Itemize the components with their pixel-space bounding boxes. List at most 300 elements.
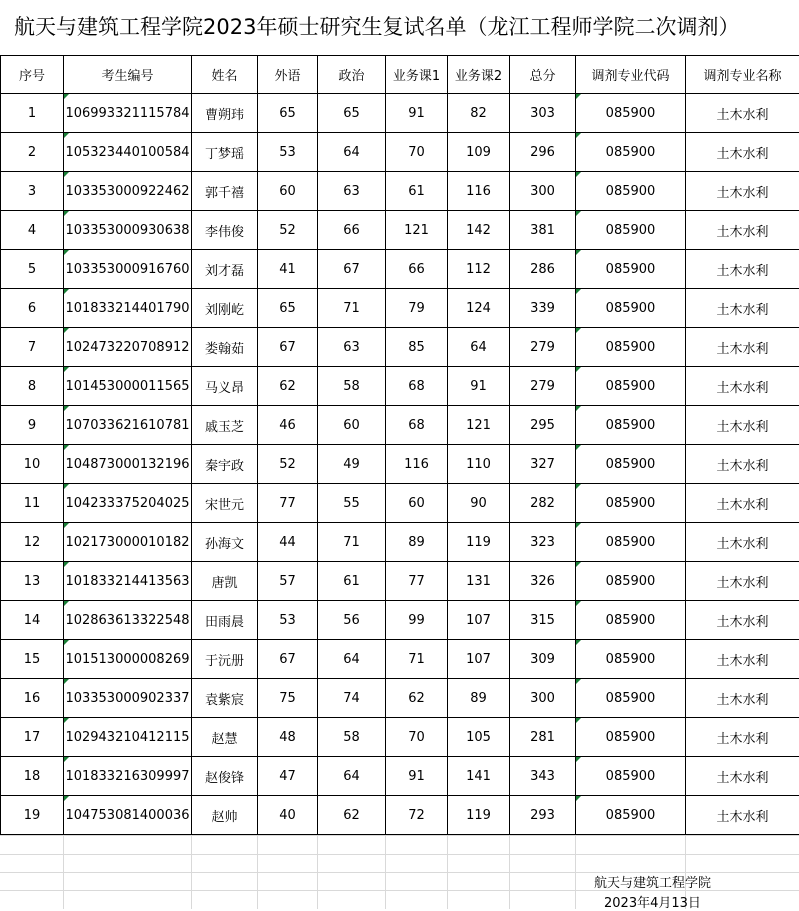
column-header: 序号 [1, 56, 64, 94]
table-cell [64, 718, 192, 757]
table-row [1, 601, 799, 640]
cell-value: 327 [530, 457, 555, 472]
cell-value: 刘才磊 [205, 264, 244, 279]
table-cell [1, 211, 64, 250]
cell-value: 91 [408, 106, 425, 121]
table-cell [686, 172, 799, 211]
table-cell [318, 640, 386, 679]
table-cell [386, 640, 448, 679]
table-row [1, 94, 799, 133]
table-cell [192, 289, 258, 328]
page-title: 航天与建筑工程学院2023年硕士研究生复试名单（龙江工程师学院二次调剂） [0, 0, 799, 55]
table-cell [510, 445, 576, 484]
table-cell [510, 289, 576, 328]
candidate-table [0, 55, 799, 835]
cell-value: 60 [343, 418, 360, 433]
cell-value: 286 [530, 262, 555, 277]
cell-value: 15 [24, 652, 41, 667]
table-row [1, 562, 799, 601]
table-cell [448, 523, 510, 562]
table-cell [448, 367, 510, 406]
cell-value: 72 [408, 808, 425, 823]
cell-value: 309 [530, 652, 555, 667]
cell-value: 116 [404, 457, 429, 472]
table-cell [318, 328, 386, 367]
table-cell [318, 94, 386, 133]
table-cell [318, 601, 386, 640]
text-number-marker-icon [64, 211, 69, 216]
text-number-marker-icon [64, 328, 69, 333]
table-cell [576, 172, 686, 211]
table-cell [686, 640, 799, 679]
cell-value: 46 [279, 418, 296, 433]
cell-value: 44 [279, 535, 296, 550]
table-cell [192, 445, 258, 484]
table-cell [576, 250, 686, 289]
cell-value: 戚玉芝 [205, 420, 244, 435]
text-number-marker-icon [576, 94, 581, 99]
cell-value: 于沅册 [205, 654, 244, 669]
cell-value: 343 [530, 769, 555, 784]
table-cell [64, 94, 192, 133]
signature-institution: 航天与建筑工程学院 [594, 872, 711, 891]
table-cell [576, 94, 686, 133]
cell-value: 085900 [606, 340, 656, 355]
table-cell [576, 640, 686, 679]
table-cell [686, 523, 799, 562]
cell-value: 1 [28, 106, 36, 121]
table-cell [64, 796, 192, 835]
table-cell [192, 211, 258, 250]
signature-date: 2023年4月13日 [604, 892, 701, 911]
cell-value: 104753081400036 [65, 808, 189, 823]
table-row [1, 718, 799, 757]
text-number-marker-icon [64, 718, 69, 723]
cell-value: 102943210412115 [65, 730, 189, 745]
cell-value: 085900 [606, 418, 656, 433]
table-cell [318, 406, 386, 445]
table-cell [576, 562, 686, 601]
cell-value: 马义昂 [205, 381, 244, 396]
table-cell [686, 133, 799, 172]
table-cell [448, 718, 510, 757]
cell-value: 秦宇政 [205, 459, 244, 474]
cell-value: 9 [28, 418, 36, 433]
cell-value: 107 [466, 652, 491, 667]
table-cell [192, 601, 258, 640]
table-cell [258, 172, 318, 211]
table-cell [386, 757, 448, 796]
cell-value: 68 [408, 418, 425, 433]
table-cell [192, 640, 258, 679]
table-cell [258, 406, 318, 445]
table-cell [576, 367, 686, 406]
table-cell [258, 445, 318, 484]
table-cell [576, 133, 686, 172]
cell-value: 宋世元 [205, 498, 244, 513]
text-number-marker-icon [64, 406, 69, 411]
text-number-marker-icon [64, 523, 69, 528]
table-cell [192, 406, 258, 445]
table-cell [258, 328, 318, 367]
text-number-marker-icon [64, 172, 69, 177]
cell-value: 土木水利 [716, 576, 768, 591]
cell-value: 89 [408, 535, 425, 550]
table-cell [448, 757, 510, 796]
text-number-marker-icon [576, 250, 581, 255]
cell-value: 101833216309997 [65, 769, 189, 784]
cell-value: 107033621610781 [65, 418, 189, 433]
cell-value: 袁紫宸 [205, 693, 244, 708]
table-cell [386, 250, 448, 289]
table-cell [1, 328, 64, 367]
table-cell [1, 484, 64, 523]
cell-value: 赵慧 [211, 732, 237, 747]
text-number-marker-icon [64, 94, 69, 99]
cell-value: 102173000010182 [65, 535, 189, 550]
table-cell [192, 484, 258, 523]
cell-value: 田雨晨 [205, 615, 244, 630]
table-cell [386, 406, 448, 445]
cell-value: 19 [24, 808, 41, 823]
cell-value: 土木水利 [716, 420, 768, 435]
cell-value: 74 [343, 691, 360, 706]
cell-value: 58 [343, 379, 360, 394]
table-cell [258, 757, 318, 796]
cell-value: 103353000930638 [65, 223, 189, 238]
table-cell [686, 328, 799, 367]
table-cell [386, 679, 448, 718]
cell-value: 107 [466, 613, 491, 628]
table-row [1, 640, 799, 679]
table-row [1, 484, 799, 523]
table-cell [510, 562, 576, 601]
cell-value: 13 [24, 574, 41, 589]
table-row [1, 211, 799, 250]
table-cell [686, 289, 799, 328]
text-number-marker-icon [64, 757, 69, 762]
table-cell [1, 445, 64, 484]
table-row [1, 406, 799, 445]
table-cell [1, 679, 64, 718]
table-cell [192, 679, 258, 718]
cell-value: 105323440100584 [65, 145, 189, 160]
cell-value: 119 [466, 535, 491, 550]
table-cell [686, 796, 799, 835]
text-number-marker-icon [576, 133, 581, 138]
table-cell [510, 406, 576, 445]
text-number-marker-icon [576, 562, 581, 567]
cell-value: 52 [279, 457, 296, 472]
text-number-marker-icon [576, 289, 581, 294]
table-cell [318, 562, 386, 601]
cell-value: 赵俊锋 [205, 771, 244, 786]
cell-value: 40 [279, 808, 296, 823]
table-cell [686, 445, 799, 484]
cell-value: 085900 [606, 613, 656, 628]
table-cell [448, 250, 510, 289]
table-cell [686, 757, 799, 796]
table-row [1, 445, 799, 484]
table-cell [448, 562, 510, 601]
cell-value: 300 [530, 184, 555, 199]
cell-value: 67 [343, 262, 360, 277]
cell-value: 315 [530, 613, 555, 628]
cell-value: 91 [408, 769, 425, 784]
cell-value: 18 [24, 769, 41, 784]
cell-value: 102863613322548 [65, 613, 189, 628]
table-cell [386, 94, 448, 133]
table-cell [258, 133, 318, 172]
table-cell [686, 484, 799, 523]
table-row [1, 796, 799, 835]
table-cell [448, 94, 510, 133]
cell-value: 14 [24, 613, 41, 628]
table-cell [386, 289, 448, 328]
table-cell [1, 250, 64, 289]
table-cell [510, 601, 576, 640]
table-cell [686, 211, 799, 250]
table-row [1, 367, 799, 406]
cell-value: 296 [530, 145, 555, 160]
table-cell [258, 484, 318, 523]
cell-value: 085900 [606, 535, 656, 550]
cell-value: 67 [279, 340, 296, 355]
table-cell [192, 367, 258, 406]
cell-value: 279 [530, 379, 555, 394]
table-cell [64, 562, 192, 601]
table-cell [386, 367, 448, 406]
cell-value: 104873000132196 [65, 457, 189, 472]
cell-value: 085900 [606, 379, 656, 394]
cell-value: 64 [470, 340, 487, 355]
table-cell [576, 445, 686, 484]
text-number-marker-icon [576, 757, 581, 762]
cell-value: 085900 [606, 730, 656, 745]
cell-value: 90 [470, 496, 487, 511]
table-cell [386, 445, 448, 484]
cell-value: 101513000008269 [65, 652, 189, 667]
table-cell [1, 94, 64, 133]
column-header: 总分 [510, 56, 576, 94]
cell-value: 52 [279, 223, 296, 238]
cell-value: 12 [24, 535, 41, 550]
cell-value: 121 [404, 223, 429, 238]
cell-value: 53 [279, 613, 296, 628]
table-cell [448, 640, 510, 679]
table-cell [1, 718, 64, 757]
cell-value: 57 [279, 574, 296, 589]
table-cell [386, 172, 448, 211]
table-cell [576, 523, 686, 562]
cell-value: 64 [343, 145, 360, 160]
text-number-marker-icon [64, 601, 69, 606]
table-cell [686, 601, 799, 640]
table-cell [258, 562, 318, 601]
cell-value: 土木水利 [716, 810, 768, 825]
cell-value: 土木水利 [716, 693, 768, 708]
cell-value: 土木水利 [716, 186, 768, 201]
table-cell [576, 484, 686, 523]
cell-value: 4 [28, 223, 36, 238]
table-cell [1, 523, 64, 562]
table-cell [64, 445, 192, 484]
table-cell [686, 562, 799, 601]
cell-value: 085900 [606, 145, 656, 160]
cell-value: 62 [279, 379, 296, 394]
table-cell [318, 679, 386, 718]
cell-value: 085900 [606, 184, 656, 199]
table-cell [318, 289, 386, 328]
table-cell [448, 445, 510, 484]
table-row [1, 289, 799, 328]
cell-value: 土木水利 [716, 303, 768, 318]
table-cell [318, 367, 386, 406]
cell-value: 66 [408, 262, 425, 277]
cell-value: 339 [530, 301, 555, 316]
cell-value: 8 [28, 379, 36, 394]
cell-value: 303 [530, 106, 555, 121]
cell-value: 唐凯 [211, 576, 237, 591]
table-cell [192, 94, 258, 133]
cell-value: 47 [279, 769, 296, 784]
cell-value: 李伟俊 [205, 225, 244, 240]
text-number-marker-icon [576, 796, 581, 801]
table-cell [386, 484, 448, 523]
text-number-marker-icon [64, 484, 69, 489]
table-cell [386, 562, 448, 601]
table-cell [510, 250, 576, 289]
table-row [1, 523, 799, 562]
cell-value: 土木水利 [716, 225, 768, 240]
cell-value: 土木水利 [716, 732, 768, 747]
cell-value: 64 [343, 652, 360, 667]
cell-value: 77 [279, 496, 296, 511]
cell-value: 119 [466, 808, 491, 823]
column-header: 调剂专业代码 [576, 56, 686, 94]
cell-value: 63 [343, 184, 360, 199]
table-cell [192, 133, 258, 172]
cell-value: 58 [343, 730, 360, 745]
table-cell [510, 484, 576, 523]
cell-value: 60 [279, 184, 296, 199]
text-number-marker-icon [64, 133, 69, 138]
table-cell [448, 289, 510, 328]
column-header: 业务课2 [448, 56, 510, 94]
table-cell [318, 757, 386, 796]
cell-value: 106993321115784 [65, 106, 189, 121]
cell-value: 66 [343, 223, 360, 238]
table-cell [686, 367, 799, 406]
cell-value: 85 [408, 340, 425, 355]
table-cell [1, 406, 64, 445]
table-row [1, 757, 799, 796]
cell-value: 土木水利 [716, 108, 768, 123]
cell-value: 085900 [606, 691, 656, 706]
table-cell [510, 172, 576, 211]
table-cell [64, 367, 192, 406]
table-cell [64, 757, 192, 796]
cell-value: 2 [28, 145, 36, 160]
table-cell [318, 250, 386, 289]
table-cell [258, 250, 318, 289]
cell-value: 085900 [606, 652, 656, 667]
cell-value: 曹朔玮 [205, 108, 244, 123]
table-cell [686, 718, 799, 757]
cell-value: 085900 [606, 769, 656, 784]
table-cell [1, 172, 64, 211]
cell-value: 91 [470, 379, 487, 394]
column-header: 业务课1 [386, 56, 448, 94]
cell-value: 103353000922462 [65, 184, 189, 199]
cell-value: 282 [530, 496, 555, 511]
table-cell [510, 523, 576, 562]
cell-value: 土木水利 [716, 381, 768, 396]
text-number-marker-icon [64, 445, 69, 450]
cell-value: 土木水利 [716, 537, 768, 552]
table-cell [576, 328, 686, 367]
cell-value: 085900 [606, 223, 656, 238]
cell-value: 085900 [606, 301, 656, 316]
table-cell [510, 328, 576, 367]
cell-value: 10 [24, 457, 41, 472]
cell-value: 124 [466, 301, 491, 316]
cell-value: 65 [279, 301, 296, 316]
cell-value: 79 [408, 301, 425, 316]
cell-value: 142 [466, 223, 491, 238]
cell-value: 土木水利 [716, 654, 768, 669]
table-cell [1, 757, 64, 796]
table-cell [510, 211, 576, 250]
table-cell [448, 328, 510, 367]
table-cell [1, 367, 64, 406]
table-cell [192, 757, 258, 796]
cell-value: 121 [466, 418, 491, 433]
table-cell [258, 94, 318, 133]
cell-value: 67 [279, 652, 296, 667]
table-cell [448, 679, 510, 718]
cell-value: 103353000902337 [65, 691, 189, 706]
cell-value: 68 [408, 379, 425, 394]
table-cell [1, 640, 64, 679]
text-number-marker-icon [576, 640, 581, 645]
table-cell [64, 172, 192, 211]
table-cell [64, 679, 192, 718]
cell-value: 41 [279, 262, 296, 277]
text-number-marker-icon [576, 718, 581, 723]
cell-value: 娄翰茹 [205, 342, 244, 357]
cell-value: 141 [466, 769, 491, 784]
table-row [1, 133, 799, 172]
table-cell [258, 523, 318, 562]
table-row [1, 250, 799, 289]
cell-value: 赵帅 [211, 810, 237, 825]
table-cell [64, 133, 192, 172]
cell-value: 99 [408, 613, 425, 628]
cell-value: 55 [343, 496, 360, 511]
cell-value: 孙海文 [205, 537, 244, 552]
table-cell [510, 679, 576, 718]
table-cell [576, 406, 686, 445]
table-cell [448, 406, 510, 445]
cell-value: 3 [28, 184, 36, 199]
cell-value: 70 [408, 145, 425, 160]
cell-value: 70 [408, 730, 425, 745]
cell-value: 53 [279, 145, 296, 160]
cell-value: 085900 [606, 496, 656, 511]
cell-value: 6 [28, 301, 36, 316]
table-cell [64, 484, 192, 523]
